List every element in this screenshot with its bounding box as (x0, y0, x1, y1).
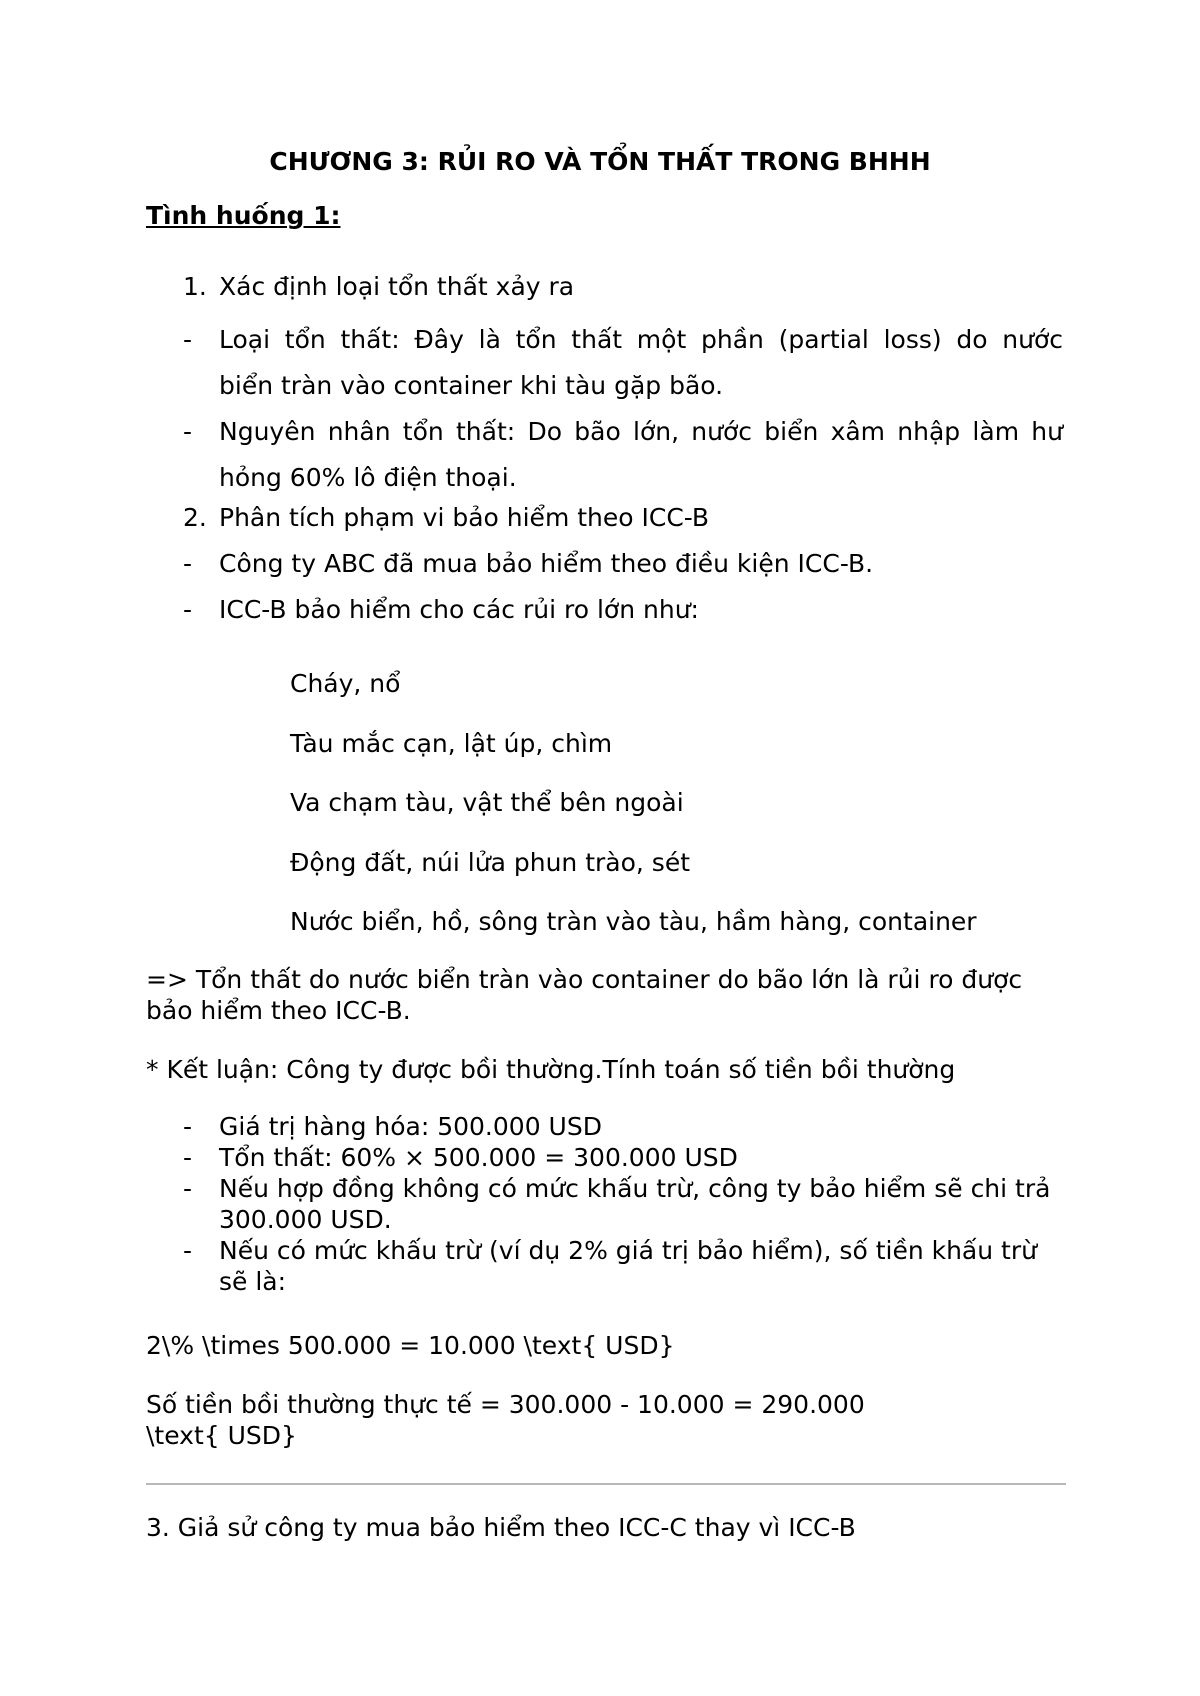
list-item (183, 1142, 1063, 1173)
bullet-text: ICC-B bảo hiểm cho các rủi ro lớn như: (219, 595, 699, 624)
case-heading: Tình huống 1: (146, 201, 341, 230)
bullet-text: Tổn thất: 60% × 500.000 = 300.000 USD (219, 1143, 738, 1172)
section-1-label: Xác định loại tổn thất xảy ra (219, 272, 575, 301)
dash-marker: - (183, 1112, 193, 1141)
bullet-text: Nếu có mức khấu trừ (ví dụ 2% giá trị bảo hiểm), số tiền khấu trừ sẽ là: (219, 1236, 1037, 1296)
dash-marker: - (183, 1174, 193, 1203)
bullet-text: Công ty ABC đã mua bảo hiểm theo điều kiện ICC-B. (219, 549, 874, 578)
section-2-number: 2. (183, 503, 207, 532)
list-item (183, 1111, 1063, 1142)
bullet-line: biển tràn vào container khi tàu gặp bão. (219, 371, 724, 400)
list-item (183, 1173, 1063, 1235)
bullet-text: Nếu hợp đồng không có mức khấu trừ, công ty bảo hiểm sẽ chi trả 300.000 USD. (219, 1174, 1051, 1234)
section-3-heading: 3. Giả sử công ty mua bảo hiểm theo ICC-C thay vì ICC-B (146, 1513, 856, 1542)
chapter-title: CHƯƠNG 3: RỦI RO VÀ TỔN THẤT TRONG BHHH (269, 147, 931, 176)
section-2-item (183, 502, 709, 534)
risk-item: Động đất, núi lửa phun trào, sét (290, 848, 690, 877)
formula-compensation: Số tiền bồi thường thực tế = 300.000 - 10.000 = 290.000 \text{ USD} (146, 1390, 865, 1450)
formula-deduction: 2\% \times 500.000 = 10.000 \text{ USD} (146, 1331, 675, 1360)
section-1-number: 1. (183, 272, 207, 301)
risk-item: Va chạm tàu, vật thể bên ngoài (290, 788, 684, 817)
bullet-line: Nguyên nhân tổn thất: Do bão lớn, nước biển xâm nhập làm hư (219, 417, 1063, 446)
list-item (183, 594, 1063, 626)
risk-item: Cháy, nổ (290, 669, 401, 698)
section-2-label: Phân tích phạm vi bảo hiểm theo ICC-B (219, 503, 710, 532)
risk-item: Nước biển, hồ, sông tràn vào tàu, hầm hàng, container (290, 907, 977, 936)
dash-marker: - (183, 595, 193, 624)
section-1-item (183, 271, 574, 303)
risk-item: Tàu mắc cạn, lật úp, chìm (290, 729, 613, 758)
list-item (183, 317, 1063, 409)
dash-marker: - (183, 549, 193, 578)
conclusion-arrow: => Tổn thất do nước biển tràn vào container do bão lớn là rủi ro được bảo hiểm theo ICC-B. (146, 965, 1023, 1025)
horizontal-rule (146, 1483, 1066, 1485)
list-item (183, 548, 1063, 580)
dash-marker: - (183, 1236, 193, 1265)
bullet-line: hỏng 60% lô điện thoại. (219, 463, 517, 492)
bullet-text: Giá trị hàng hóa: 500.000 USD (219, 1112, 602, 1141)
dash-marker: - (183, 325, 193, 354)
dash-marker: - (183, 417, 193, 446)
list-item (183, 1235, 1063, 1297)
conclusion-text: * Kết luận: Công ty được bồi thường.Tính toán số tiền bồi thường (146, 1055, 956, 1084)
dash-marker: - (183, 1143, 193, 1172)
list-item (183, 409, 1063, 501)
bullet-line: Loại tổn thất: Đây là tổn thất một phần (partial loss) do nước (219, 325, 1063, 354)
